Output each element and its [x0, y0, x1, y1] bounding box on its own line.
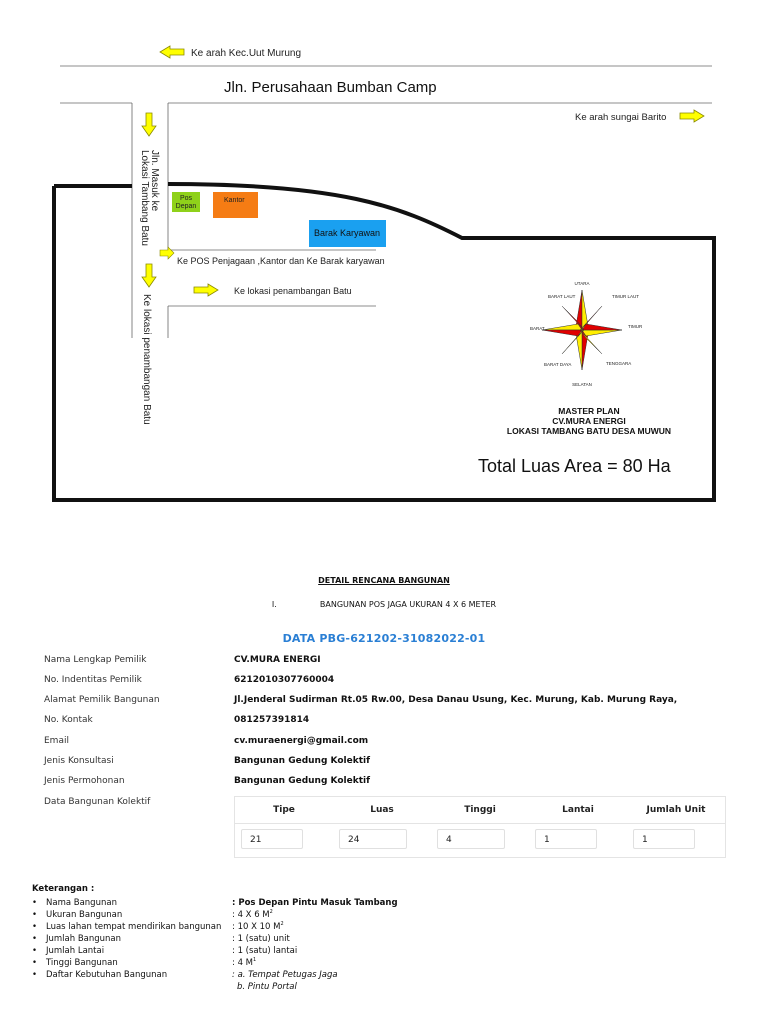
field-label: No. Kontak — [44, 715, 93, 725]
field-row — [44, 756, 734, 770]
keterangan-key: Ukuran Bangunan — [46, 910, 123, 920]
keterangan-key: Nama Bangunan — [46, 898, 117, 908]
jumlah-unit-input[interactable]: 1 — [633, 829, 695, 849]
bullet: • — [32, 898, 38, 908]
table-cell — [431, 823, 529, 857]
table-header — [235, 797, 725, 824]
compass-se: TENGGARA — [606, 361, 632, 366]
sub-heading — [0, 600, 768, 609]
keterangan-value: : 1 (satu) unit — [232, 934, 290, 944]
keterangan-value-wrap — [232, 910, 273, 920]
bangunan-kolektif-table — [234, 796, 726, 858]
tipe-input[interactable]: 21 — [241, 829, 303, 849]
pos-label-1: Pos — [179, 195, 193, 202]
pos-label-2: Depan — [175, 203, 197, 210]
keterangan-key: Luas lahan tempat mendirikan bangunan — [46, 922, 222, 932]
lantai-input[interactable]: 1 — [535, 829, 597, 849]
field-row — [44, 776, 734, 790]
keterangan-title: Keterangan : — [32, 884, 95, 894]
field-label: Jenis Konsultasi — [44, 756, 114, 766]
field-value: Bangunan Gedung Kolektif — [234, 776, 371, 786]
kantor-block — [213, 192, 258, 218]
direction-top-label: Ke arah Kec.Uut Murung — [191, 48, 302, 59]
bullet: • — [32, 946, 38, 956]
detail-heading: DETAIL RENCANA BANGUNAN — [318, 576, 450, 585]
field-label: Jenis Permohonan — [44, 776, 125, 786]
vertical-label-mining: Ke lokasi penambangan Batu — [141, 294, 152, 425]
compass-nw: BARAT LAUT — [548, 294, 576, 299]
keterangan-value-wrap — [232, 922, 284, 932]
field-value: Jl.Jenderal Sudirman Rt.05 Rw.00, Desa Danau Usung, Kec. Murung, Kab. Murung Raya, — [234, 695, 678, 705]
field-value: cv.muraenergi@gmail.com — [234, 736, 369, 746]
barak-label: Barak Karyawan — [314, 228, 381, 238]
field-label: Alamat Pemilik Bangunan — [44, 695, 160, 705]
bullet: • — [32, 958, 38, 968]
field-value: Bangunan Gedung Kolektif — [234, 756, 371, 766]
compass-w: BARAT — [530, 326, 545, 331]
bullet: • — [32, 910, 38, 920]
keterangan-value: : 10 X 10 M — [232, 922, 281, 932]
compass-sw: BARAT DAYA — [544, 362, 572, 367]
master-plan-line-3: LOKASI TAMBANG BATU DESA MUWUN — [506, 426, 672, 436]
bullet: • — [32, 934, 38, 944]
data-pbg-id: DATA PBG-621202-31082022-01 — [282, 632, 486, 645]
master-plan-line-1: MASTER PLAN — [558, 406, 620, 416]
bullet: • — [32, 970, 38, 980]
field-row — [44, 695, 734, 709]
field-value: 081257391814 — [234, 715, 310, 725]
keterangan-value-wrap — [232, 958, 256, 968]
field-row — [44, 675, 734, 689]
master-plan-line-2: CV.MURA ENERGI — [552, 416, 626, 426]
compass-e: TIMUR — [628, 324, 643, 329]
col-header-tinggi: Tinggi — [464, 805, 496, 815]
keterangan-key: Tinggi Bangunan — [46, 958, 118, 968]
sub-heading-text: BANGUNAN POS JAGA UKURAN 4 X 6 METER — [319, 600, 497, 609]
keterangan-key: Daftar Kebutuhan Bangunan — [46, 970, 168, 980]
keterangan-key: Jumlah Bangunan — [46, 934, 122, 944]
field-label: Email — [44, 736, 69, 746]
vertical-label-entrance-2: Lokasi Tambang Batu — [139, 150, 150, 246]
kantor-label: Kantor — [224, 197, 245, 204]
keterangan-key: Jumlah Lantai — [46, 946, 105, 956]
direction-right-label: Ke arah sungai Barito — [575, 112, 667, 123]
col-header-jumlah-unit: Jumlah Unit — [646, 805, 706, 815]
superscript: 1 — [253, 957, 257, 964]
col-header-tipe: Tipe — [273, 805, 295, 815]
keterangan-value: b. Pintu Portal — [237, 982, 297, 992]
arrow-note-1: Ke POS Penjagaan ,Kantor dan Ke Barak karyawan — [177, 256, 385, 266]
col-header-lantai: Lantai — [562, 805, 594, 815]
tinggi-input[interactable]: 4 — [437, 829, 505, 849]
arrow-note-2: Ke lokasi penambangan Batu — [234, 286, 352, 296]
field-label: No. Indentitas Pemilik — [44, 675, 142, 685]
table-cell — [627, 823, 725, 857]
vertical-label-entrance-1: Jln. Masuk ke — [149, 150, 160, 212]
col-header-luas: Luas — [370, 805, 394, 815]
keterangan-value: : 4 M — [232, 958, 254, 968]
map-background — [34, 34, 734, 512]
sub-heading-number: I. — [271, 600, 277, 609]
bullet: • — [32, 922, 38, 932]
keterangan-value: : 1 (satu) lantai — [232, 946, 298, 956]
field-row — [44, 655, 734, 669]
table-cell — [529, 823, 627, 857]
compass-s: SELATAN — [572, 382, 592, 387]
field-label: Nama Lengkap Pemilik — [44, 655, 147, 665]
superscript: 2 — [280, 921, 284, 928]
keterangan-value: : a. Tempat Petugas Jaga — [232, 970, 338, 980]
field-row — [44, 715, 734, 729]
superscript: 2 — [269, 909, 273, 916]
field-label: Data Bangunan Kolektif — [44, 797, 151, 807]
luas-input[interactable]: 24 — [339, 829, 407, 849]
table-cell — [235, 823, 333, 857]
field-row — [44, 736, 734, 750]
total-area: Total Luas Area = 80 Ha — [478, 456, 671, 476]
compass-ne: TIMUR LAUT — [612, 294, 639, 299]
table-cell — [333, 823, 431, 857]
keterangan-value: : Pos Depan Pintu Masuk Tambang — [232, 898, 398, 908]
compass-n: UTARA — [574, 281, 590, 286]
field-value: CV.MURA ENERGI — [234, 655, 321, 665]
field-value: 6212010307760004 — [234, 675, 335, 685]
road-name: Jln. Perusahaan Bumban Camp — [224, 79, 437, 96]
keterangan-value: : 4 X 6 M — [232, 910, 270, 920]
